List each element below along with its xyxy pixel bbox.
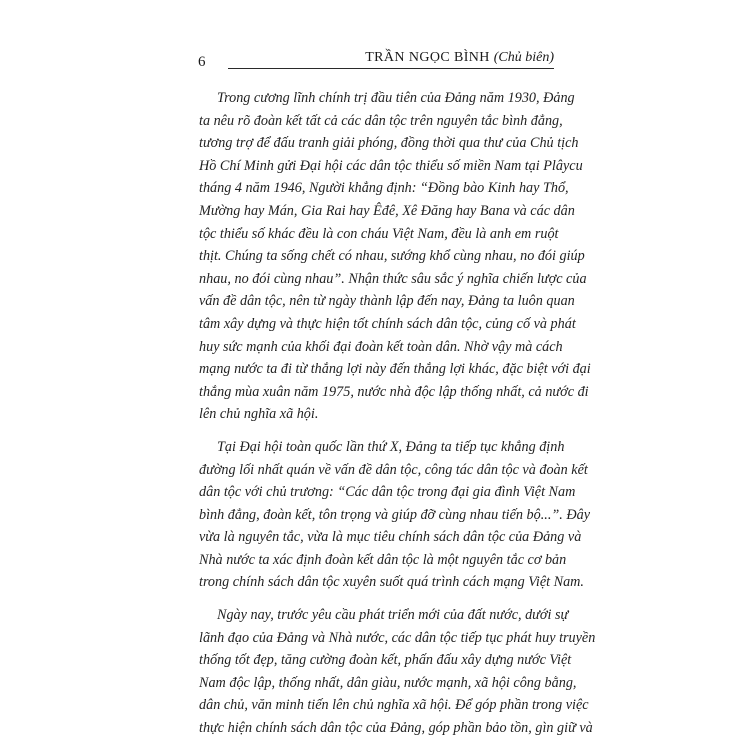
text-line: huy sức mạnh của khối đại đoàn kết toàn dân. Nhờ vậy mà cách xyxy=(199,338,563,355)
running-head xyxy=(365,50,554,66)
text-line: Nhà nước ta xác định đoàn kết dân tộc là một nguyên tắc cơ bản xyxy=(199,551,567,568)
text-line: vừa là nguyên tắc, vừa là mục tiêu chính sách dân tộc của Đảng và xyxy=(199,529,582,546)
text-line: vấn đề dân tộc, nên từ ngày thành lập đến nay, Đảng ta luôn quan xyxy=(199,293,575,310)
paragraph-3 xyxy=(199,604,596,740)
text-line: Trong cương lĩnh chính trị đầu tiên của Đảng năm 1930, Đảng xyxy=(217,90,575,106)
text-line: ta nêu rõ đoàn kết tất cả các dân tộc trên nguyên tắc bình đẳng, xyxy=(199,112,563,129)
text-line: trong chính sách dân tộc xuyên suốt quá trình cách mạng Việt Nam. xyxy=(199,574,584,591)
paragraph-2 xyxy=(199,436,590,594)
text-line: thống tốt đẹp, tăng cường đoàn kết, phấn đấu xây dựng nước Việt xyxy=(199,652,572,669)
text-line: Nam độc lập, thống nhất, dân giàu, nước mạnh, xã hội công bằng, xyxy=(199,674,577,691)
text-line: bình đẳng, đoàn kết, tôn trọng và giúp đỡ cùng nhau tiến bộ...”. Đây xyxy=(199,506,590,523)
text-line: dân tộc với chủ trương: “Các dân tộc trong đại gia đình Việt Nam xyxy=(199,484,576,501)
author-name: TRẦN NGỌC BÌNH xyxy=(365,50,490,65)
text-line: đường lối nhất quán về vấn đề dân tộc, công tác dân tộc và đoàn kết xyxy=(199,461,588,478)
text-line: thắng mùa xuân năm 1975, nước nhà độc lập thống nhất, cả nước đi xyxy=(199,383,589,400)
text-line: Mường hay Mán, Gia Rai hay Êđê, Xê Đăng hay Bana và các dân xyxy=(199,202,575,219)
body-text xyxy=(199,87,596,740)
text-line: thịt. Chúng ta sống chết có nhau, sướng khổ cùng nhau, no đói giúp xyxy=(199,248,585,265)
text-line: tháng 4 năm 1946, Người khẳng định: “Đồng bào Kinh hay Thổ, xyxy=(199,180,569,197)
text-line: tương trợ để đấu tranh giải phóng, đồng thời qua thư của Chủ tịch xyxy=(199,135,579,152)
text-line: Tại Đại hội toàn quốc lần thứ X, Đảng ta tiếp tục khẳng định xyxy=(217,438,565,455)
text-line: lên chủ nghĩa xã hội. xyxy=(199,406,319,423)
text-line: tộc thiểu số khác đều là con cháu Việt Nam, đều là anh em ruột xyxy=(199,225,559,242)
text-line: Hồ Chí Minh gửi Đại hội các dân tộc thiểu số miền Nam tại Plâycu xyxy=(199,157,583,174)
paragraph-1 xyxy=(199,87,591,426)
text-line: Ngày nay, trước yêu cầu phát triển mới của đất nước, dưới sự xyxy=(217,607,569,624)
author-role: (Chủ biên) xyxy=(493,50,554,65)
text-line: dân chủ, văn minh tiến lên chủ nghĩa xã hội. Để góp phần trong việc xyxy=(199,697,589,714)
text-line: tâm xây dựng và thực hiện tốt chính sách dân tộc, củng cố và phát xyxy=(199,315,576,332)
text-line: lãnh đạo của Đảng và Nhà nước, các dân tộc tiếp tục phát huy truyền xyxy=(199,629,596,646)
header-rule xyxy=(228,68,554,69)
text-line: mạng nước ta đi từ thắng lợi này đến thắng lợi khác, đặc biệt với đại xyxy=(199,361,591,378)
page-number: 6 xyxy=(198,54,206,70)
text-line: thực hiện chính sách dân tộc của Đảng, góp phần bảo tồn, gìn giữ và xyxy=(199,720,593,737)
text-line: nhau, no đói cùng nhau”. Nhận thức sâu sắc ý nghĩa chiến lược của xyxy=(199,270,587,287)
